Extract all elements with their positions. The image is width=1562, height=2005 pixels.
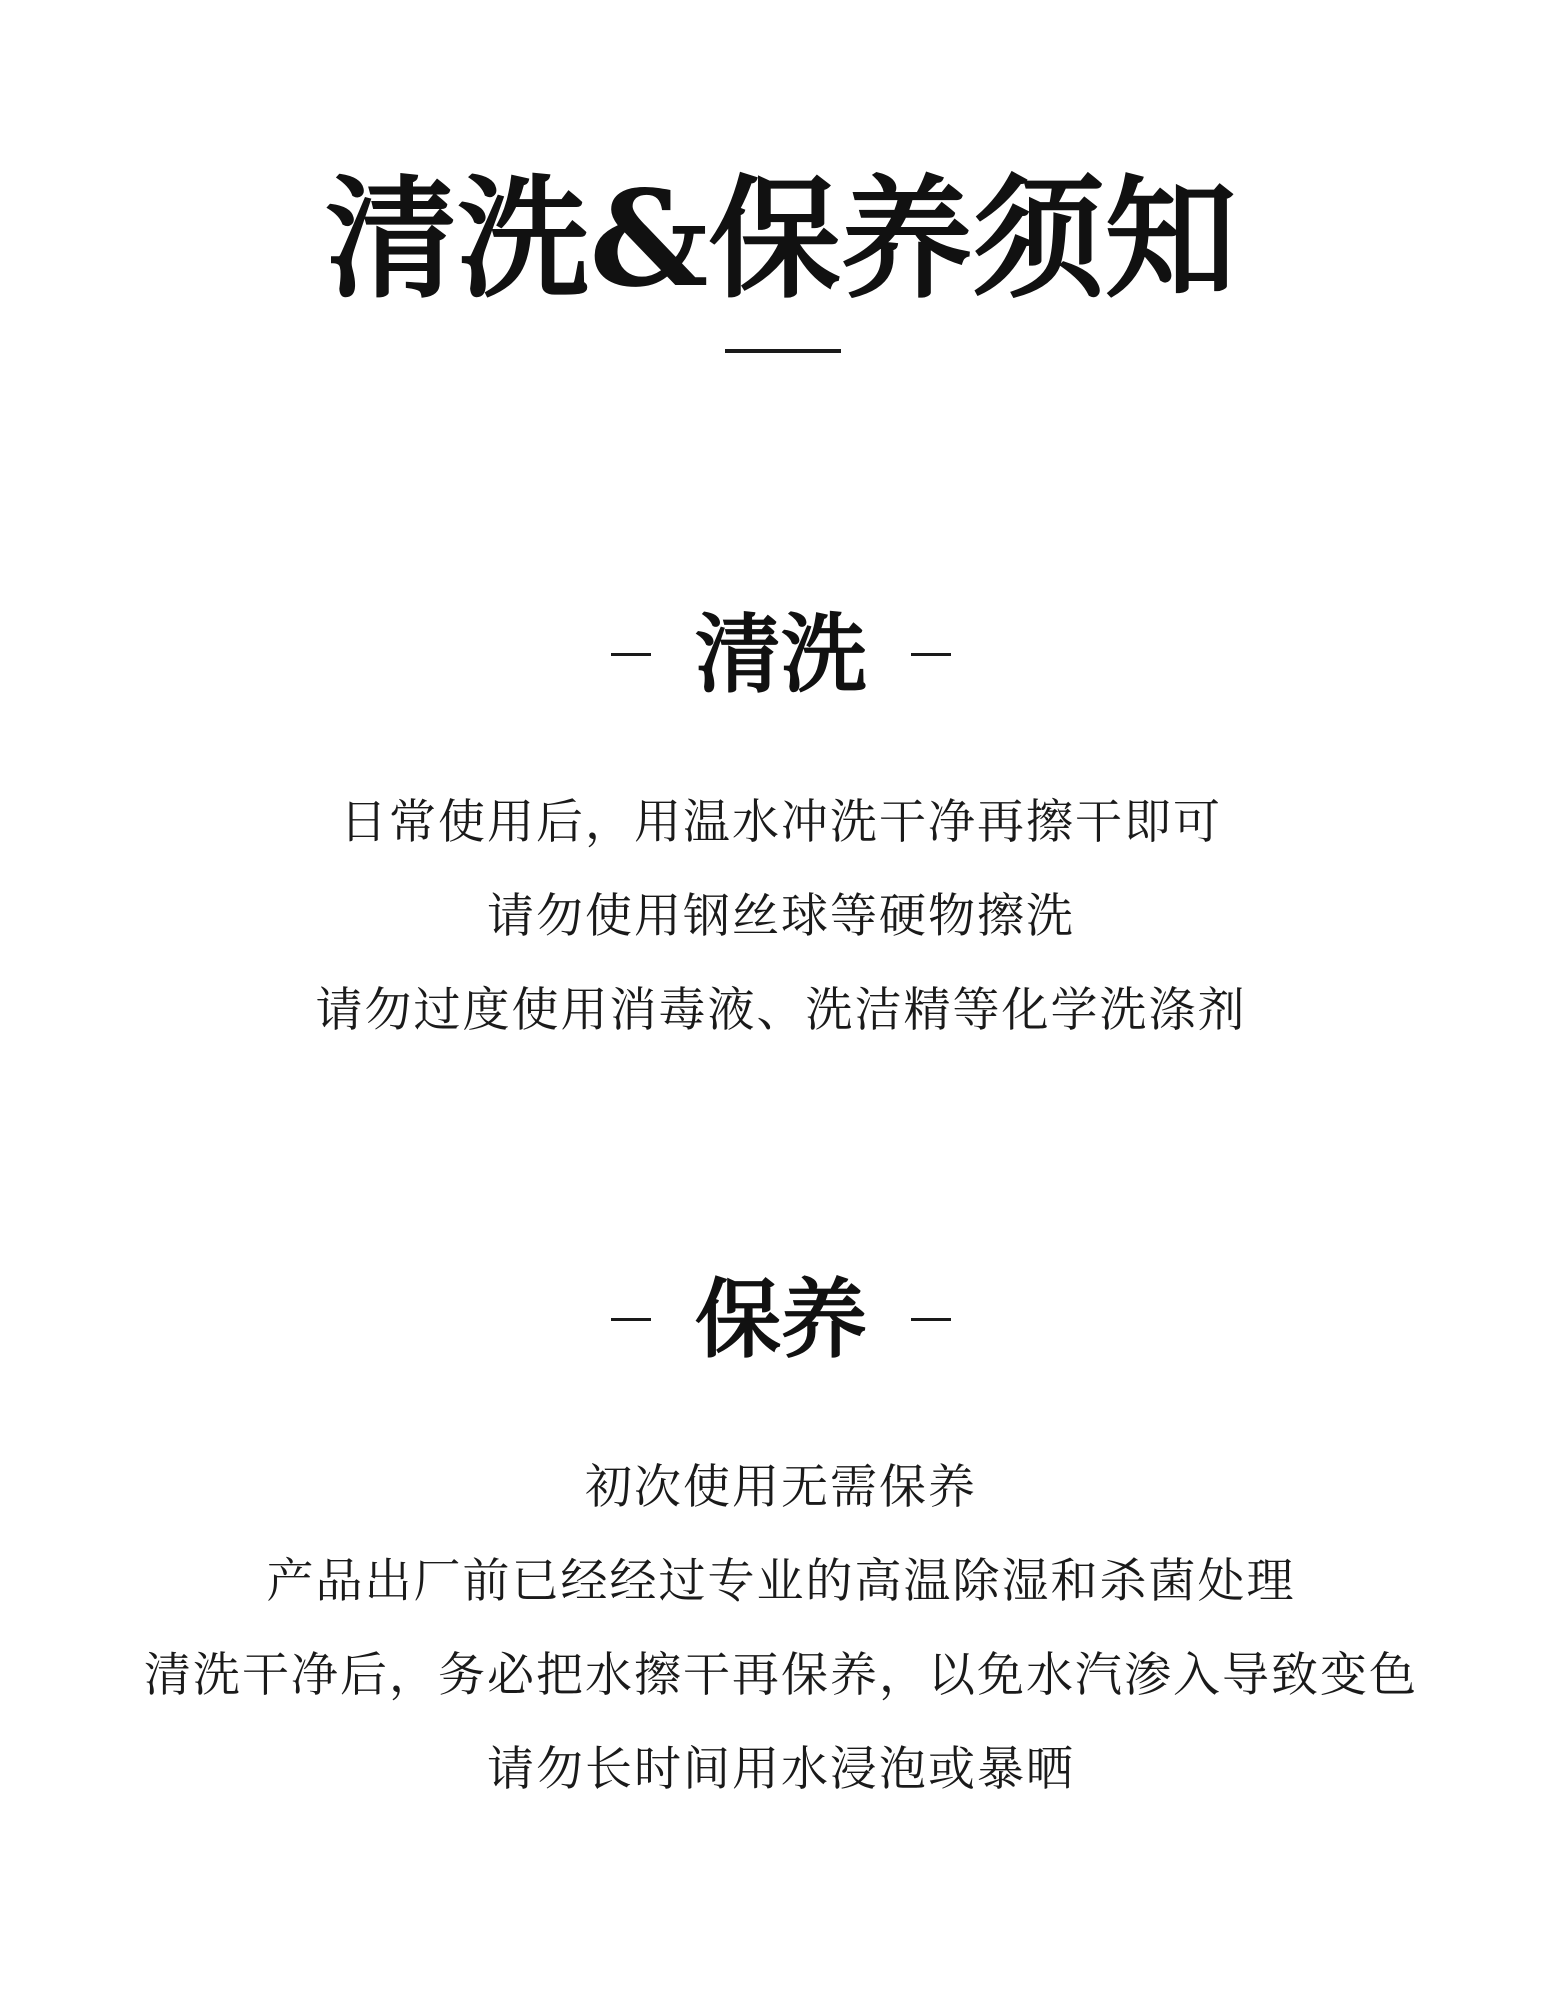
instruction-line: 清洗干净后，务必把水擦干再保养，以免水汽渗入导致变色 [144,1648,1418,1703]
section-heading-text: 保养 [695,1268,867,1370]
section-heading-group [611,600,951,710]
instruction-line: 请勿长时间用水浸泡或暴晒 [487,1742,1075,1797]
section-heading-maintenance [0,1237,1562,1375]
instruction-line: 请勿过度使用消毒液、洗洁精等化学洗涤剂 [315,983,1247,1038]
instruction-line: 日常使用后，用温水冲洗干净再擦干即可 [340,795,1222,850]
instruction-line: 产品出厂前已经经过专业的高温除湿和杀菌处理 [266,1554,1296,1609]
maintenance-instructions [0,1441,1562,1817]
section-heading-cleaning [0,572,1562,710]
page-title: 清洗&保养须知 [325,162,1237,317]
cleaning-instructions [0,776,1562,1058]
title-underline [725,349,841,353]
left-dash [611,1318,651,1321]
instruction-line: 请勿使用钢丝球等硬物擦洗 [487,889,1075,944]
right-dash [911,1318,951,1321]
section-heading-text: 清洗 [695,603,867,705]
section-heading-group [611,1265,951,1375]
instruction-line: 初次使用无需保养 [585,1460,977,1515]
left-dash [611,653,651,656]
right-dash [911,653,951,656]
